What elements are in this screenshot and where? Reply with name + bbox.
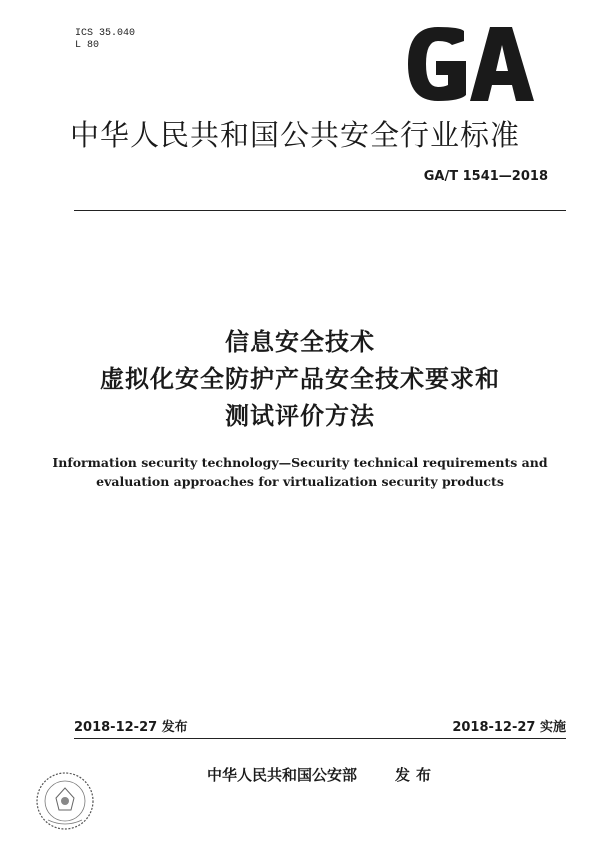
bottom-divider (74, 738, 566, 739)
ga-logo (404, 25, 536, 103)
cn-title-line2: 虚拟化安全防护产品安全技术要求和 (100, 365, 500, 393)
ccs-code: L 80 (75, 40, 100, 51)
top-divider (74, 210, 566, 211)
standard-number: GA/T 1541—2018 (423, 169, 548, 184)
cn-title-line1: 信息安全技术 (225, 328, 375, 356)
ics-code: ICS 35.040 (75, 28, 136, 39)
ga-logo-a (470, 27, 534, 101)
issue-date: 2018-12-27 发布 (74, 720, 188, 735)
publish-label: 发布 (395, 766, 438, 784)
publisher-seal-icon (34, 770, 96, 832)
standard-category: 中华人民共和国公共安全行业标准 (69, 118, 520, 152)
publisher-name: 中华人民共和国公安部 (207, 766, 358, 784)
cn-title-line3: 测试评价方法 (225, 402, 375, 430)
en-title-line1: Information security technology—Security technical requirements and (52, 455, 548, 470)
ga-logo-g (408, 27, 466, 101)
en-title-line2: evaluation approaches for virtualization security products (96, 474, 504, 489)
implementation-date: 2018-12-27 实施 (452, 720, 566, 735)
